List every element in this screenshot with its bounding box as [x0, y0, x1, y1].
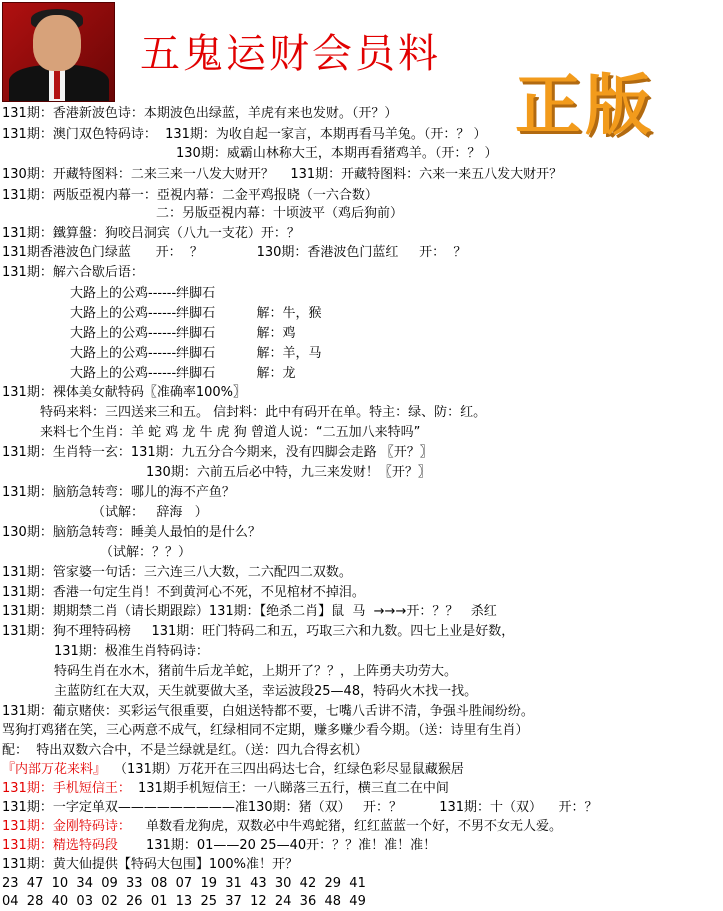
- text-line: 131期：生肖特一玄：131期：九五分合今期来，没有四脚会走路 〖开？〗: [2, 445, 433, 460]
- text-line: 主蓝防红在大双，天生就要做大圣，幸运波段25—48，特码火木找一找。: [54, 684, 478, 699]
- genuine-badge: 正版: [515, 66, 655, 144]
- text-line: 131期：香港一句定生肖！不到黄河心不死，不见棺材不掉泪。: [2, 585, 365, 600]
- number-row: 04 28 40 03 02 26 01 13 25 37 12 24 36 48 49: [2, 894, 366, 909]
- text-line: 配： 特出双数六合中，不是兰绿就是红。（送：四九合得玄机）: [2, 743, 368, 758]
- text-line: 大路上的公鸡------绊脚石: [70, 286, 216, 301]
- text-line: 131期：黄大仙提供【特码大包围】100%准！开？: [2, 857, 298, 872]
- text-line: 130期：六前五后必中特，九三来发财！〖开？〗: [146, 465, 431, 480]
- text-line: 大路上的公鸡------绊脚石 解：鸡: [70, 326, 296, 341]
- text-line: 131期：一字定单双—————————准130期：猪（双） 开：？ 131期：十（双） 开：？: [2, 800, 598, 815]
- text-line: 131期手机短信王：一八睇落三五行，横三直二在中间: [138, 781, 449, 796]
- text-line: 130期：开藏特图料：二来三来一八发大财开？ 131期：开藏特图料：六来一来五八发大财开？: [2, 167, 563, 182]
- text-line: 130期：脑筋急转弯：睡美人最怕的是什么？: [2, 525, 261, 540]
- text-line: 大路上的公鸡------绊脚石 解：龙: [70, 366, 296, 381]
- text-line: （试解：？？）: [100, 545, 192, 560]
- text-line: 131期：香港新波色诗：本期波色出绿蓝，羊虎有来也发财。（开？）: [2, 106, 398, 121]
- text-line: 大路上的公鸡------绊脚石 解：牛，猴: [70, 306, 322, 321]
- text-line: 131期：期期禁二肖（请长期跟踪）131期：【绝杀二肖】鼠 马 →→→开：？？ 杀红: [2, 604, 497, 619]
- text-line-highlight: 『内部万花来料』: [2, 762, 107, 777]
- text-line: 大路上的公鸡------绊脚石 解：羊，马: [70, 346, 322, 361]
- text-line: 131期：解六合歇后语：: [2, 265, 144, 280]
- text-line: 特码生肖在水木，猪前牛后龙羊蛇，上期开了？？，上阵勇夫功劳大。: [54, 664, 458, 679]
- number-row: 23 47 10 34 09 33 08 07 19 31 43 30 42 29 41: [2, 876, 366, 891]
- text-line: 单数看龙狗虎，双数必中牛鸡蛇猪，红红蓝蓝一个好，不男不女无人爱。: [146, 819, 563, 834]
- text-line: （试解： 辞海 ）: [92, 505, 208, 520]
- text-line-highlight: 131期：手机短信王：: [2, 781, 131, 796]
- text-line: 131期：狗不理特码榜 131期：旺门特码二和五，巧取三六和九数。四七上业是好数，: [2, 624, 515, 639]
- text-line: 131期：脑筋急转弯：哪儿的海不产鱼？: [2, 485, 235, 500]
- text-line: 131期：01——20 25—40开：？？准！准！准！: [146, 838, 437, 853]
- text-line: 131期：葡京赌侠：买彩运气很重要，白姐送特都不要，七嘴八舌讲不清，争强斗胜闹纷纷。: [2, 704, 534, 719]
- text-line: 131期：裸体美女献特码〖准确率100%〗: [2, 385, 246, 400]
- text-line: 131期：两版亞視内幕一：亞視内幕：二金平鸡报晓（一六合数）: [2, 188, 378, 203]
- text-line: 131期：管家婆一句话：三六连三八大数，二六配四二双数。: [2, 565, 352, 580]
- text-line: 131期：极准生肖特码诗：: [54, 644, 209, 659]
- text-line-highlight: 131期：金刚特码诗：: [2, 819, 131, 834]
- text-line: 骂狗打鸡猪在笑，三心两意不成气，红绿相同不定期，赚多赚少看今期。（送：诗里有生肖）: [2, 723, 529, 738]
- presenter-photo: [2, 2, 115, 102]
- text-line: （131期）万花开在三四出码达七合，红绿色彩尽显鼠藏猴居: [114, 762, 464, 777]
- page-title: 五鬼运财会员料: [140, 31, 441, 77]
- text-line: 131期：澳门双色特码诗： 131期：为收自起一家言，本期再看马羊兔。（开：？ ）: [2, 127, 487, 142]
- text-line: 131期：鐵算盤：狗咬吕洞宾（八九一支花）开：？: [2, 226, 300, 241]
- text-line: 特码来料：三四送来三和五。 信封料：此中有码开在单。特主：绿、防：红。: [40, 405, 487, 420]
- text-line: 二：另版亞視内幕：十顷波平（鸡后狗前）: [156, 206, 404, 221]
- text-line: 130期：威霸山林称大王，本期再看猪鸡羊。（开：？ ）: [176, 146, 498, 161]
- text-line: 131期香港波色门绿蓝 开： ？ 130期：香港波色门蓝红 开： ？: [2, 245, 467, 260]
- text-line-highlight: 131期：精选特码段: [2, 838, 118, 853]
- text-line: 来料七个生肖：羊 蛇 鸡 龙 牛 虎 狗 曾道人说：“二五加八来特吗”: [40, 425, 421, 440]
